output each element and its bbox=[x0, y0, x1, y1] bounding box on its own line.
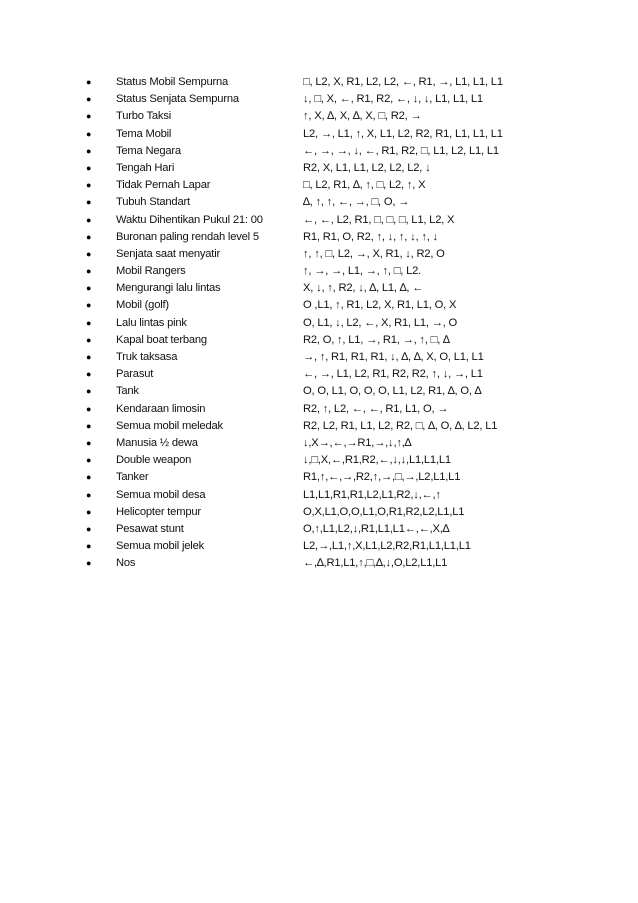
cheat-name: Manusia ½ dewa bbox=[116, 436, 198, 449]
cheat-name: Tema Mobil bbox=[116, 127, 172, 140]
list-item bbox=[86, 74, 556, 91]
cheat-code: ↑, ↑, □, L2, →, X, R1, ↓, R2, O bbox=[303, 247, 445, 260]
bullet-icon: ● bbox=[86, 352, 92, 362]
bullet-icon: ● bbox=[86, 248, 92, 259]
cheat-name: Semua mobil meledak bbox=[116, 419, 223, 432]
list-item bbox=[86, 315, 556, 332]
bullet-icon: ● bbox=[86, 197, 92, 208]
bullet-icon: ● bbox=[86, 214, 92, 225]
bullet-icon: ● bbox=[86, 162, 92, 173]
cheat-code: O,X,L1,O,O,L1,O,R1,R2,L2,L1,L1 bbox=[303, 505, 465, 518]
bullet-icon: ● bbox=[86, 403, 92, 414]
cheat-name: Semua mobil jelek bbox=[116, 540, 205, 553]
cheat-code: O ,L1, ↑, R1, L2, X, R1, L1, O, X bbox=[303, 299, 457, 312]
cheat-code: R2, O, ↑, L1, →, R1, →, ↑, □, ∆ bbox=[303, 333, 450, 346]
cheat-code: ←,∆,R1,L1,↑,□,∆,↓,O,L2,L1,L1 bbox=[303, 557, 448, 570]
list-item bbox=[86, 452, 556, 469]
cheat-name: Semua mobil desa bbox=[116, 488, 206, 501]
bullet-icon: ● bbox=[86, 128, 92, 139]
cheat-name: Waktu Dihentikan Pukul 21: 00 bbox=[116, 213, 263, 226]
bullet-icon: ● bbox=[86, 334, 92, 345]
cheat-name: Parasut bbox=[116, 368, 154, 381]
cheat-name: Mengurangi lalu lintas bbox=[116, 282, 221, 295]
list-item bbox=[86, 246, 556, 263]
list-item bbox=[86, 435, 556, 452]
cheat-code: O, O, L1, O, O, O, L1, L2, R1, ∆, O, ∆ bbox=[303, 385, 482, 398]
cheat-name: Turbo Taksi bbox=[116, 110, 172, 123]
cheat-code: ↓, □, X, ←, R1, R2, ←, ↓, ↓, L1, L1, L1 bbox=[303, 93, 483, 106]
bullet-icon: ● bbox=[86, 386, 92, 397]
cheat-name: Mobil (golf) bbox=[116, 299, 169, 312]
bullet-icon: ● bbox=[86, 94, 92, 105]
bullet-icon: ● bbox=[86, 111, 92, 122]
list-item bbox=[86, 555, 556, 572]
list-item bbox=[86, 521, 556, 538]
cheat-name: Nos bbox=[116, 557, 136, 570]
list-item bbox=[86, 349, 556, 366]
cheat-code: ↑, X, ∆, X, ∆, X, □, R2, → bbox=[303, 110, 422, 123]
cheat-list bbox=[86, 74, 556, 572]
cheat-name: Kapal boat terbang bbox=[116, 333, 207, 346]
bullet-icon: ● bbox=[86, 145, 92, 156]
list-item bbox=[86, 487, 556, 504]
cheat-code: →, ↑, R1, R1, R1, ↓, ∆, ∆, X, O, L1, L1 bbox=[303, 351, 484, 363]
bullet-icon: ● bbox=[86, 283, 92, 294]
bullet-icon: ● bbox=[86, 541, 92, 552]
cheat-code: R2, X, L1, L1, L2, L2, L2, ↓ bbox=[303, 161, 431, 174]
list-item bbox=[86, 108, 556, 125]
cheat-name: Lalu lintas pink bbox=[116, 316, 187, 329]
cheat-name: Double weapon bbox=[116, 454, 192, 467]
cheat-code: ←, ←, L2, R1, □, □, □, L1, L2, X bbox=[303, 213, 455, 226]
cheat-code: R1, R1, O, R2, ↑, ↓, ↑, ↓, ↑, ↓ bbox=[303, 230, 438, 243]
cheat-code: ↑, →, →, L1, →, ↑, □, L2. bbox=[303, 265, 422, 278]
cheat-name: Mobil Rangers bbox=[116, 265, 186, 278]
bullet-icon: ● bbox=[86, 77, 92, 87]
cheat-code: O,↑,L1,L2,↓,R1,L1,L1←,←,X,∆ bbox=[303, 522, 450, 535]
bullet-icon: ● bbox=[86, 317, 92, 328]
cheat-name: Tubuh Standart bbox=[116, 196, 190, 209]
cheat-code: ←, →, L1, L2, R1, R2, R2, ↑, ↓, →, L1 bbox=[303, 368, 483, 381]
cheat-code: R2, ↑, L2, ←, ←, R1, L1, O, → bbox=[303, 402, 449, 415]
list-item bbox=[86, 229, 556, 246]
bullet-icon: ● bbox=[86, 420, 92, 431]
bullet-icon: ● bbox=[86, 300, 92, 311]
list-item bbox=[86, 383, 556, 400]
cheat-name: Status Mobil Sempurna bbox=[116, 76, 229, 88]
list-item bbox=[86, 160, 556, 177]
cheat-name: Truk taksasa bbox=[116, 351, 178, 363]
cheat-code: R1,↑,←,→,R2,↑,→,□,→,L2,L1,L1 bbox=[303, 471, 461, 484]
cheat-code: X, ↓, ↑, R2, ↓, ∆, L1, ∆, ← bbox=[303, 282, 424, 295]
list-item bbox=[86, 263, 556, 280]
cheat-code: O, L1, ↓, L2, ←, X, R1, L1, →, O bbox=[303, 316, 458, 329]
bullet-icon: ● bbox=[86, 266, 92, 277]
cheat-code: ↓,□,X,←,R1,R2,←,↓,↓,L1,L1,L1 bbox=[303, 454, 451, 467]
list-item bbox=[86, 504, 556, 521]
cheat-name: Status Senjata Sempurna bbox=[116, 93, 239, 106]
bullet-icon: ● bbox=[86, 231, 92, 242]
cheat-code: ↓,X→,←,→R1,→,↓,↑,∆ bbox=[303, 436, 412, 449]
bullet-icon: ● bbox=[86, 558, 92, 569]
cheat-name: Kendaraan limosin bbox=[116, 402, 206, 415]
cheat-code: L2,→,L1,↑,X,L1,L2,R2,R1,L1,L1,L1 bbox=[303, 540, 471, 553]
bullet-icon: ● bbox=[86, 472, 92, 483]
cheat-code: ∆, ↑, ↑, ←, →, □, O, → bbox=[303, 196, 410, 209]
bullet-icon: ● bbox=[86, 369, 92, 380]
cheat-name: Helicopter tempur bbox=[116, 505, 201, 518]
list-item bbox=[86, 212, 556, 229]
list-item bbox=[86, 194, 556, 211]
bullet-icon: ● bbox=[86, 489, 92, 500]
list-item bbox=[86, 469, 556, 486]
list-item bbox=[86, 538, 556, 555]
cheat-name: Senjata saat menyatir bbox=[116, 247, 221, 260]
list-item bbox=[86, 143, 556, 160]
cheat-name: Tank bbox=[116, 385, 139, 398]
cheat-code: R2, L2, R1, L1, L2, R2, □, ∆, O, ∆, L2, L1 bbox=[303, 419, 498, 432]
cheat-name: Tidak Pernah Lapar bbox=[116, 179, 211, 192]
list-item bbox=[86, 332, 556, 349]
bullet-icon: ● bbox=[86, 506, 92, 517]
list-item bbox=[86, 297, 556, 314]
cheat-code: □, L2, R1, ∆, ↑, □, L2, ↑, X bbox=[303, 179, 426, 192]
list-item bbox=[86, 126, 556, 143]
list-item bbox=[86, 91, 556, 108]
bullet-icon: ● bbox=[86, 180, 92, 191]
cheat-name: Buronan paling rendah level 5 bbox=[116, 230, 259, 243]
cheat-name: Tema Negara bbox=[116, 144, 181, 157]
cheat-code: ←, →, →, ↓, ←, R1, R2, □, L1, L2, L1, L1 bbox=[303, 144, 499, 157]
list-item bbox=[86, 401, 556, 418]
bullet-icon: ● bbox=[86, 455, 92, 466]
cheat-code: L1,L1,R1,R1,L2,L1,R2,↓,←,↑ bbox=[303, 488, 441, 501]
list-item bbox=[86, 366, 556, 383]
cheat-code: □, L2, X, R1, L2, L2, ←, R1, →, L1, L1, L1 bbox=[303, 76, 503, 88]
list-item bbox=[86, 177, 556, 194]
cheat-name: Tengah Hari bbox=[116, 161, 175, 174]
list-item bbox=[86, 280, 556, 297]
list-item bbox=[86, 418, 556, 435]
bullet-icon: ● bbox=[86, 523, 92, 534]
cheat-name: Tanker bbox=[116, 471, 149, 484]
cheat-name: Pesawat stunt bbox=[116, 522, 184, 535]
cheat-code: L2, →, L1, ↑, X, L1, L2, R2, R1, L1, L1, L1 bbox=[303, 127, 503, 140]
bullet-icon: ● bbox=[86, 437, 92, 448]
